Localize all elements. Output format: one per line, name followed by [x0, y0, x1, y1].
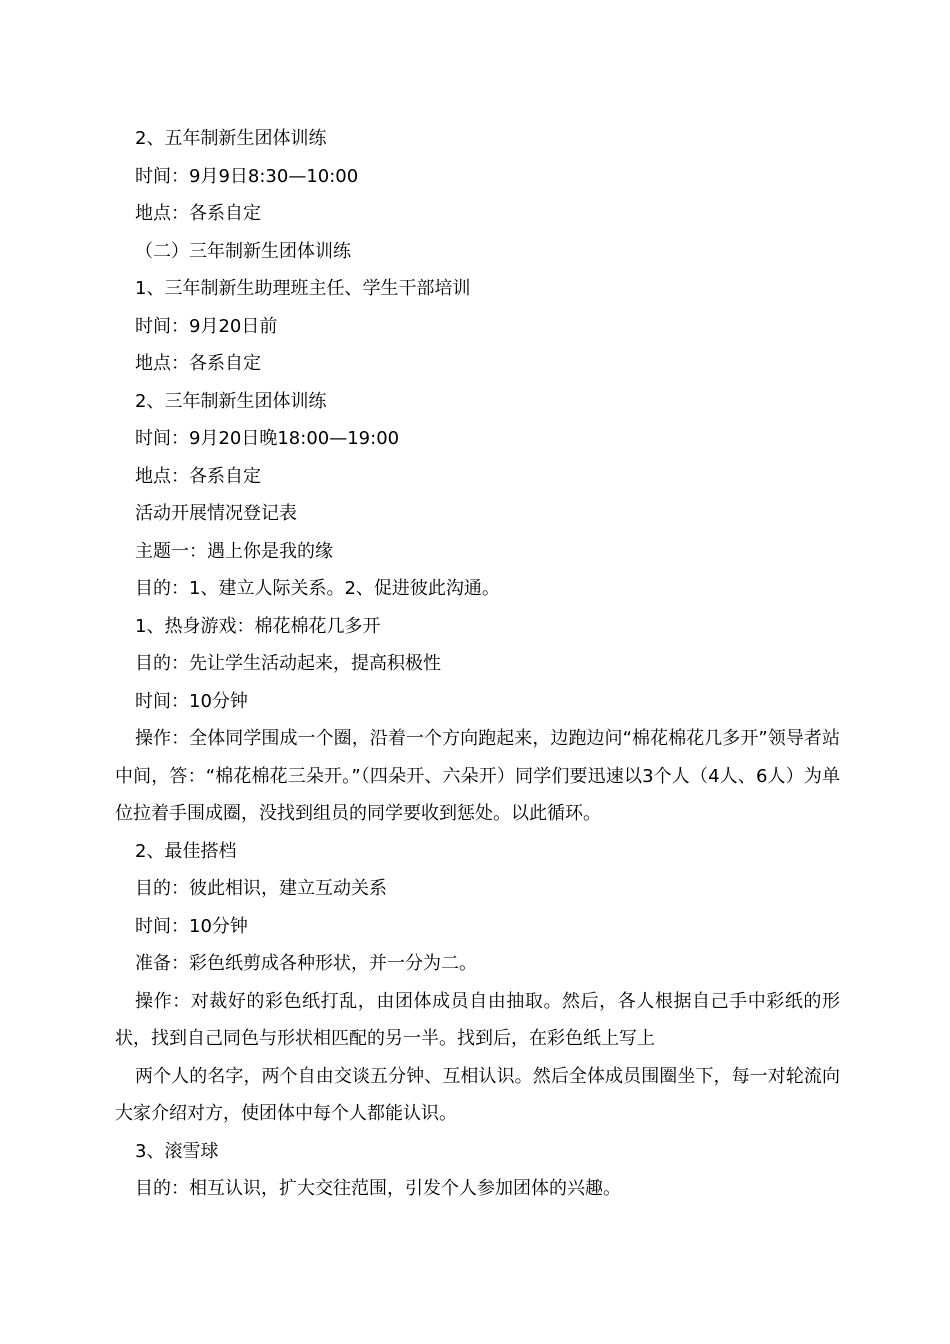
subsection-heading-group-training: 2、三年制新生团体训练	[135, 390, 327, 412]
operation-paragraph-continued: 两个人的名字，两个自由交谈五分钟、互相认识。然后全体成员围圈坐下，每一对轮流向大家介绍对方，使团体中每个人都能认识。	[115, 1065, 840, 1124]
time-line: 时间：10分钟	[135, 915, 248, 937]
time-line: 时间：9月20日晚18:00—19:00	[135, 428, 400, 449]
section-heading-sannianzhi: （二）三年制新生团体训练	[135, 240, 351, 262]
time-line: 时间：9月20日前	[135, 315, 278, 337]
preparation-line: 准备：彩色纸剪成各种形状，并一分为二。	[135, 953, 477, 974]
subsection-heading-training-staff: 1、三年制新生助理班主任、学生干部培训	[135, 278, 471, 299]
location-line: 地点：各系自定	[135, 203, 261, 224]
theme-line: 主题一：遇上你是我的缘	[135, 540, 333, 562]
purpose-line: 目的：相互认识，扩大交往范围，引发个人参加团体的兴趣。	[135, 1178, 621, 1199]
purpose-line: 目的：先让学生活动起来，提高积极性	[135, 653, 441, 674]
operation-paragraph-warmup: 操作：全体同学围成一个圈，沿着一个方向跑起来，边跑边问“棉花棉花几多开”领导者站中间，答：“棉花棉花三朵开。”（四朵开、六朵开）同学们要迅速以3个人（4人、6人）为单位拉着手围成圈，没找到组员的同学要收到惩处。以此循环。	[115, 728, 840, 824]
location-line: 地点：各系自定	[135, 353, 261, 374]
document-body	[115, 120, 840, 1208]
activity-heading-snowball: 3、滚雪球	[135, 1140, 219, 1162]
activity-heading-warmup: 1、热身游戏：棉花棉花几多开	[135, 615, 381, 637]
time-line: 时间：10分钟	[135, 690, 248, 712]
activity-heading-best-partner: 2、最佳搭档	[135, 840, 237, 862]
section-heading-wuniazhi-training: 2、五年制新生团体训练	[135, 128, 327, 149]
time-line: 时间：9月9日8:30—10:00	[135, 165, 359, 187]
location-line: 地点：各系自定	[135, 465, 261, 487]
registration-table-title: 活动开展情况登记表	[135, 503, 297, 524]
purpose-line: 目的：1、建立人际关系。2、促进彼此沟通。	[135, 578, 500, 599]
purpose-line: 目的：彼此相识，建立互动关系	[135, 878, 387, 899]
operation-paragraph-best-partner: 操作：对裁好的彩色纸打乱，由团体成员自由抽取。然后，各人根据自己手中彩纸的形状，找到自己同色与形状相匹配的另一半。找到后，在彩色纸上写上	[115, 990, 840, 1049]
